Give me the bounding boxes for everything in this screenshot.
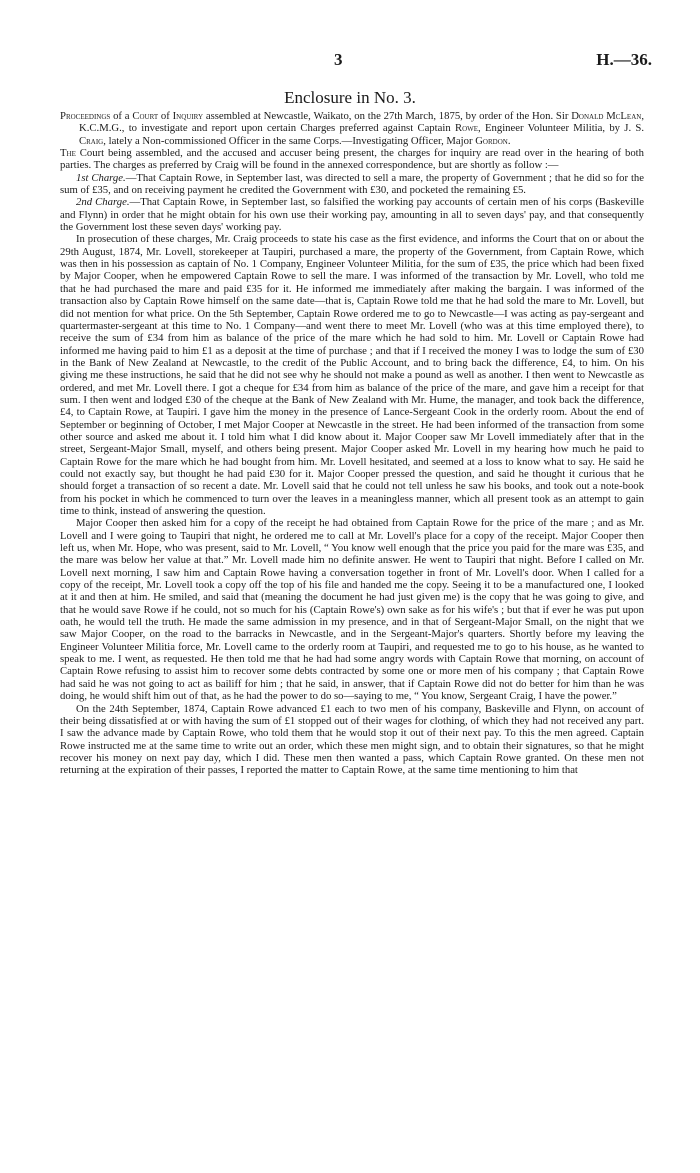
page-header (0, 50, 700, 74)
page-number: 3 (334, 50, 343, 69)
first-charge-label: 1st Charge. (76, 171, 126, 184)
evidence-paragraph-2: Major Cooper then asked him for a copy of the receipt he had obtained from Captain Rowe for the price of the mare ; and as Mr. Lovell and I were going to Taupiri that night, he ordered me to call at Mr. Lovell's place for a copy of the receipt. Major Cooper then left us, when Mr. Hope, who was present, said to Mr. Lovell, “ You know well enough that the price you paid for the mare was £35, and the mare was below her value at that.” Mr. Lovell made him no definite answer. He went to Taupiri that night. Before I called on Mr. Lovell next morning, I saw him and Captain Rowe having a conversation together in front of Mr. Lovell's door. When I called for a copy of the receipt, Mr. Lovell took a copy off the top of his file and handed me the copy. Seeing it to be a manufactured one, I looked at it and then at him. He smiled, and said that (meaning the document he had just given me) is the copy that he was going to give, and that he would save Rowe if he could, not so much for his (Captain Rowe's) own sake as for his wife's ; but that if ever he was put upon oath, he would tell the truth. He made the same admission in my presence, and in that of Sergeant-Major Small, on the night that we saw Major Cooper, on the road to the barracks in Newcastle, and in the Sergeant-Major's quarters. Shortly before my leaving the Engineer Volunteer Militia force, Mr. Lovell came to the orderly room at Taupiri, and requested me to go to his house, as he wanted to speak to me. I went, as requested. He then told me that he had had some angry words with Captain Rowe that morning, on account of Captain Rowe refusing to assist him to recover some debts contracted by some one or more men of his company ; that Captain Rowe had said he was not going to act as bailiff for him ; that he said, in answer, that if Captain Rowe did not do better for him than he was doing, he would shift him out of that, as he had the power to do so—saying to me, “ You know, Sergeant Craig, I have the power.” (60, 517, 644, 703)
first-charge: 1st Charge.—That Captain Rowe, in September last, was directed to sell a mare, the property of Government ; that he did so for the sum of £35, and on receiving payment he credited the Government with £30, and pocketed the remaining £5. (60, 171, 645, 197)
evidence-paragraph-3: On the 24th September, 1874, Captain Rowe advanced £1 each to two men of his company, Baskeville and Flynn, on account of their being dissatisfied at or with having the sum of £1 stopped out of their wages for clothing, of which they had not received any part. I saw the advance made by Captain Rowe, who told them that he would stop it out of their next pay. To this the men agreed. Captain Rowe instructed me at the same time to write out an order, which these men might sign, and to obtain their signatures, so that he might recover his money on next pay day, which I did. These men then wanted a pass, which Captain Rowe granted. On these men not returning at the expiration of their passes, I reported the matter to Captain Rowe, at the same time mentioning to him that (60, 702, 644, 777)
evidence-paragraph-1: In prosecution of these charges, Mr. Craig proceeds to state his case as the first evidence, and informs the Court that on or about the 29th August, 1874, Mr. Lovell, storekeeper at Taupiri, purchased a mare, the property of the Government, from Captain Rowe, which was then in his possession as captain of No. 1 Company, Engineer Volunteer Militia, for the sum of £35, the price which had been fixed by Major Cooper, when he empowered Captain Rowe to sell the mare. I was informed of the transaction by Mr. Lovell, who told me that he had purchased the mare and paid £35 for it. He informed me immediately after making the bargain. I was informed of the transaction also by Captain Rowe himself on the same date—that is, Captain Rowe told me that he had sold the mare to Mr. Lovell, but did not mention for what price. On the 5th September, Captain Rowe ordered me to go to Newcastle—I was acting as pay-sergeant and quartermaster-sergeant at this time to No. 1 Company—and went there to meet Mr. Lovell (who was at this time employed there), to receive the sum of £34 from him as balance of the price of the mare which he had sold to him. Mr. Lovell or Captain Rowe had informed me having paid to him £1 as a deposit at the time of purchase ; and that if I received the money I was to lodge the sum of £30 in the Bank of New Zealand at Newcastle, to the credit of the Public Account, and to bring back the difference, £4, to him. On his giving me these instructions, he said that he did not see why he should not make a pound as well as another. I then went to Newcastle as ordered, and met Mr. Lovell there. I got a cheque for £34 from him as balance of the price of the mare, and gave him a receipt for that sum. I then went and lodged £30 of the cheque at the Bank of New Zealand with Mr. Hume, the manager, and took back the difference, £4, to Captain Rowe, at Taupiri. I gave him the money in the presence of Lance-Sergeant Cook in the orderly room. About the end of September or beginning of October, I met Major Cooper at Newcastle in the street. He had been informed of the transaction from some other source and asked me about it. I told him what I did know about it. Major Cooper saw Mr Lovell immediately after that in the street, Sergeant-Major Small, myself, and others being present. Major Cooper asked Mr. Lovell in my hearing how much he paid to Captain Rowe for the mare which he had bought from him. Mr. Lovell hesitated, and seemed at a loss to know what to say. He said he could not exactly say, but thought he had paid £30 for it. Major Cooper pressed the question, and said he thought it curious that he should forget a transaction of so recent a date. Mr. Lovell said that he could not tell unless he saw his books, and took out a note-book from his pocket in which he commenced to turn over the leaves in a meaningless manner, which all present took as an attempt to gain time to think, instead of answering the question. (60, 233, 644, 517)
second-charge: 2nd Charge.—That Captain Rowe, in September last, so falsified the working pay accounts of certain men of his corps (Baskeville and Flynn) in order that he might obtain for his own use their working pay, amounting in all to seven days' pay, and that consequently the Government lost these seven days' working pay. (60, 196, 644, 234)
proceedings-intro: Proceedings of a Court of Inquiry assembled at Newcastle, Waikato, on the 27th March, 1875, by order of the Hon. Sir Donald McLean, K.C.M.G., to investigate and report upon certain Charges preferred against Captain Rowe, Engineer Volunteer Militia, by J. S. Craig, lately a Non-commissioned Officer in the same Corps.—Investigating Officer, Major Gordon. (60, 110, 645, 147)
enclosure-title: Enclosure in No. 3. (284, 88, 416, 107)
court-assembled-paragraph: The Court being assembled, and the accused and accuser being present, the charges for inquiry are read over in the hearing of both parties. The charges as preferred by Craig will be found in the annexed correspondence, but are shortly as follow :— (60, 147, 644, 172)
second-charge-label: 2nd Charge. (76, 196, 130, 209)
document-reference: H.—36. (596, 50, 652, 69)
document-body (60, 110, 644, 777)
